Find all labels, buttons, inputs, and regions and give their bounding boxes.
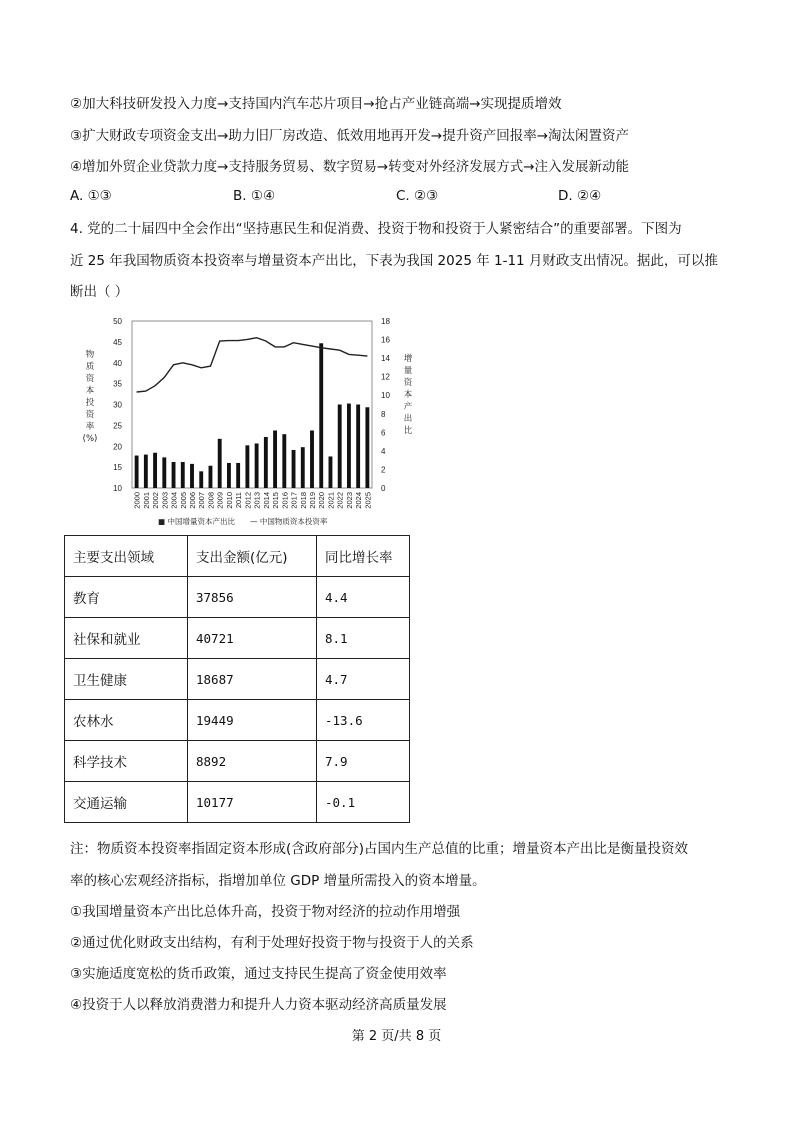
x-tick-label: 2012 [243, 492, 253, 509]
x-tick-label: 2014 [261, 492, 271, 509]
x-tick-label: 2009 [215, 492, 225, 509]
y-left-tick-label: 15 [113, 463, 122, 473]
y-right-tick-label: 4 [381, 446, 386, 456]
y-right-tick-label: 2 [381, 465, 386, 475]
bar-icor-2017 [292, 450, 296, 488]
table-header-cell: 支出金额(亿元) [188, 536, 317, 577]
bar-icor-2023 [347, 404, 351, 488]
x-tick-label: 2022 [335, 492, 345, 509]
x-tick-label: 2008 [206, 492, 216, 509]
bar-icor-2019 [310, 430, 314, 488]
table-cell: 社保和就业 [65, 618, 188, 659]
choice-a: A. ①③ [70, 188, 112, 204]
x-tick-label: 2003 [160, 492, 170, 509]
table-cell: 科学技术 [65, 741, 188, 782]
question-line-1: 4. 党的二十届四中全会作出“坚持惠民生和促消费、投资于物和投资于人紧密结合”的重要部署。下图为 [70, 221, 682, 237]
statement-2: ②通过优化财政支出结构，有利于处理好投资于物与投资于人的关系 [70, 935, 474, 951]
x-tick-label: 2018 [298, 492, 308, 509]
bar-icor-2018 [301, 447, 305, 488]
y-left-axis-label: 物 [85, 350, 95, 360]
bar-icor-2015 [273, 430, 277, 488]
bar-icor-2003 [162, 457, 166, 488]
y-right-tick-label: 8 [381, 409, 386, 419]
bar-icor-2002 [153, 453, 157, 488]
y-right-tick-label: 18 [381, 317, 390, 326]
table-cell: -0.1 [317, 782, 410, 823]
question-line-3: 断出（ ） [70, 284, 129, 300]
prev-option-4: ④增加外贸企业贷款力度→支持服务贸易、数字贸易→转变对外经济发展方式→注入发展新动能 [70, 159, 630, 175]
choice-c: C. ②③ [396, 188, 439, 204]
table-row [65, 741, 410, 782]
bar-icor-2016 [282, 434, 286, 488]
y-left-tick-label: 40 [113, 358, 122, 368]
bar-icor-2004 [172, 462, 176, 488]
y-left-axis-label: 投 [85, 398, 95, 408]
y-right-tick-label: 0 [381, 484, 386, 493]
table-row [65, 782, 410, 823]
x-tick-label: 2000 [132, 492, 142, 509]
y-right-tick-label: 14 [381, 354, 390, 364]
y-right-axis-label: 出 [403, 414, 413, 424]
x-tick-label: 2020 [317, 492, 327, 509]
table-header-cell: 同比增长率 [317, 536, 410, 577]
table-cell: 40721 [188, 618, 317, 659]
y-left-tick-label: 30 [113, 400, 122, 410]
page-footer: 第 2 页/共 8 页 [351, 1029, 442, 1044]
x-tick-label: 2007 [197, 492, 207, 509]
y-left-axis-label: 率 [85, 422, 95, 432]
y-left-tick-label: 20 [113, 442, 122, 452]
x-tick-label: 2023 [344, 492, 354, 509]
table-cell: 交通运输 [65, 782, 188, 823]
table-cell: 19449 [188, 700, 317, 741]
bar-icor-2024 [356, 405, 360, 489]
x-tick-label: 2015 [271, 492, 281, 509]
table-cell: 7.9 [317, 741, 410, 782]
x-tick-label: 2017 [289, 492, 299, 509]
x-tick-label: 2019 [308, 492, 317, 509]
bar-icor-2001 [144, 455, 148, 488]
y-left-axis-label: 资 [85, 410, 95, 420]
x-tick-label: 2021 [326, 492, 336, 509]
fiscal-expenditure-table [64, 535, 410, 823]
prev-option-2: ②加大科技研发投入力度→支持国内汽车芯片项目→抢占产业链高端→实现提质增效 [70, 96, 562, 112]
y-left-axis-label: 质 [85, 362, 95, 372]
y-right-axis-label: 本 [403, 390, 413, 400]
bar-icor-2006 [190, 464, 194, 488]
question-line-2: 近 25 年我国物质资本投资率与增量资本产出比，下表为我国 2025 年 1-11 月财政支出情况。据此，可以推 [70, 253, 718, 269]
table-row [65, 577, 410, 618]
legend-line-entry: — 中国物质资本投资率 [250, 517, 328, 526]
y-right-axis-label: 比 [403, 426, 413, 436]
table-cell: -13.6 [317, 700, 410, 741]
statement-1: ①我国增量资本产出比总体升高，投资于物对经济的拉动作用增强 [70, 904, 461, 920]
legend-bar-entry: ■ 中国增量资本产出比 [158, 517, 235, 526]
prev-option-3: ③扩大财政专项资金支出→助力旧厂房改造、低效用地再开发→提升资产回报率→淘汰闲置资产 [70, 128, 630, 144]
x-tick-label: 2016 [280, 492, 290, 509]
table-cell: 18687 [188, 659, 317, 700]
y-left-tick-label: 50 [113, 317, 122, 326]
table-row [65, 700, 410, 741]
table-cell: 4.7 [317, 659, 410, 700]
y-left-tick-label: 25 [113, 421, 122, 431]
table-cell: 卫生健康 [65, 659, 188, 700]
table-cell: 10177 [188, 782, 317, 823]
y-right-tick-label: 12 [381, 372, 390, 382]
bar-icor-2025 [365, 407, 369, 488]
choice-b: B. ①④ [233, 188, 276, 204]
x-tick-label: 2005 [178, 492, 188, 509]
table-header-row [65, 536, 410, 577]
note-line-1: 注：物质资本投资率指固定资本形成(含政府部分)占国内生产总值的比重；增量资本产出比是衡量投资效 [70, 841, 689, 857]
y-right-tick-label: 10 [381, 391, 390, 401]
bar-icor-2007 [199, 471, 203, 488]
bar-icor-2014 [264, 437, 268, 488]
table-row [65, 618, 410, 659]
y-right-axis-label: 量 [403, 366, 413, 376]
bar-icor-2005 [181, 462, 185, 488]
y-left-tick-label: 10 [113, 484, 122, 493]
y-left-tick-label: 45 [113, 337, 122, 347]
y-right-tick-label: 6 [381, 428, 386, 438]
bar-icor-2020 [319, 343, 323, 488]
line-investment-rate [137, 338, 368, 392]
table-row [65, 659, 410, 700]
statement-3: ③实施适度宽松的货币政策，通过支持民生提高了资金使用效率 [70, 966, 447, 982]
y-left-tick-label: 35 [113, 379, 122, 389]
bar-icor-2012 [245, 445, 249, 488]
bar-icor-2010 [227, 463, 231, 488]
y-right-axis-label: 增 [403, 354, 413, 364]
bar-icor-2000 [135, 456, 139, 488]
bar-icor-2022 [338, 405, 342, 489]
y-left-axis-label: 资 [85, 374, 95, 384]
y-right-tick-label: 16 [381, 335, 390, 345]
x-tick-label: 2001 [141, 492, 151, 509]
x-tick-label: 2004 [169, 492, 179, 509]
statement-4: ④投资于人以释放消费潜力和提升人力资本驱动经济高质量发展 [70, 997, 447, 1013]
y-right-axis-label: 产 [403, 402, 413, 412]
plot-frame [132, 321, 372, 488]
table-cell: 8.1 [317, 618, 410, 659]
bar-icor-2009 [218, 439, 222, 488]
table-header-cell: 主要支出领域 [65, 536, 188, 577]
bar-icor-2008 [209, 466, 213, 488]
y-right-axis-label: 资 [403, 378, 413, 388]
y-left-axis-label: (%) [82, 434, 98, 444]
x-tick-label: 2024 [354, 492, 364, 509]
bar-icor-2011 [236, 463, 240, 488]
y-left-axis-label: 本 [85, 386, 95, 396]
choice-d: D. ②④ [558, 188, 602, 204]
bar-icor-2013 [255, 443, 259, 488]
table-cell: 教育 [65, 577, 188, 618]
x-tick-label: 2002 [151, 492, 161, 509]
x-tick-label: 2006 [188, 492, 197, 509]
x-tick-label: 2025 [363, 492, 373, 509]
investment-chart [70, 305, 422, 531]
table-cell: 农林水 [65, 700, 188, 741]
table-cell: 37856 [188, 577, 317, 618]
x-tick-label: 2013 [252, 492, 262, 509]
table-cell: 4.4 [317, 577, 410, 618]
x-tick-label: 2011 [234, 492, 244, 509]
x-tick-label: 2010 [224, 492, 234, 509]
bar-icor-2021 [329, 456, 333, 488]
table-cell: 8892 [188, 741, 317, 782]
note-line-2: 率的核心宏观经济指标，指增加单位 GDP 增量所需投入的资本增量。 [70, 873, 486, 889]
